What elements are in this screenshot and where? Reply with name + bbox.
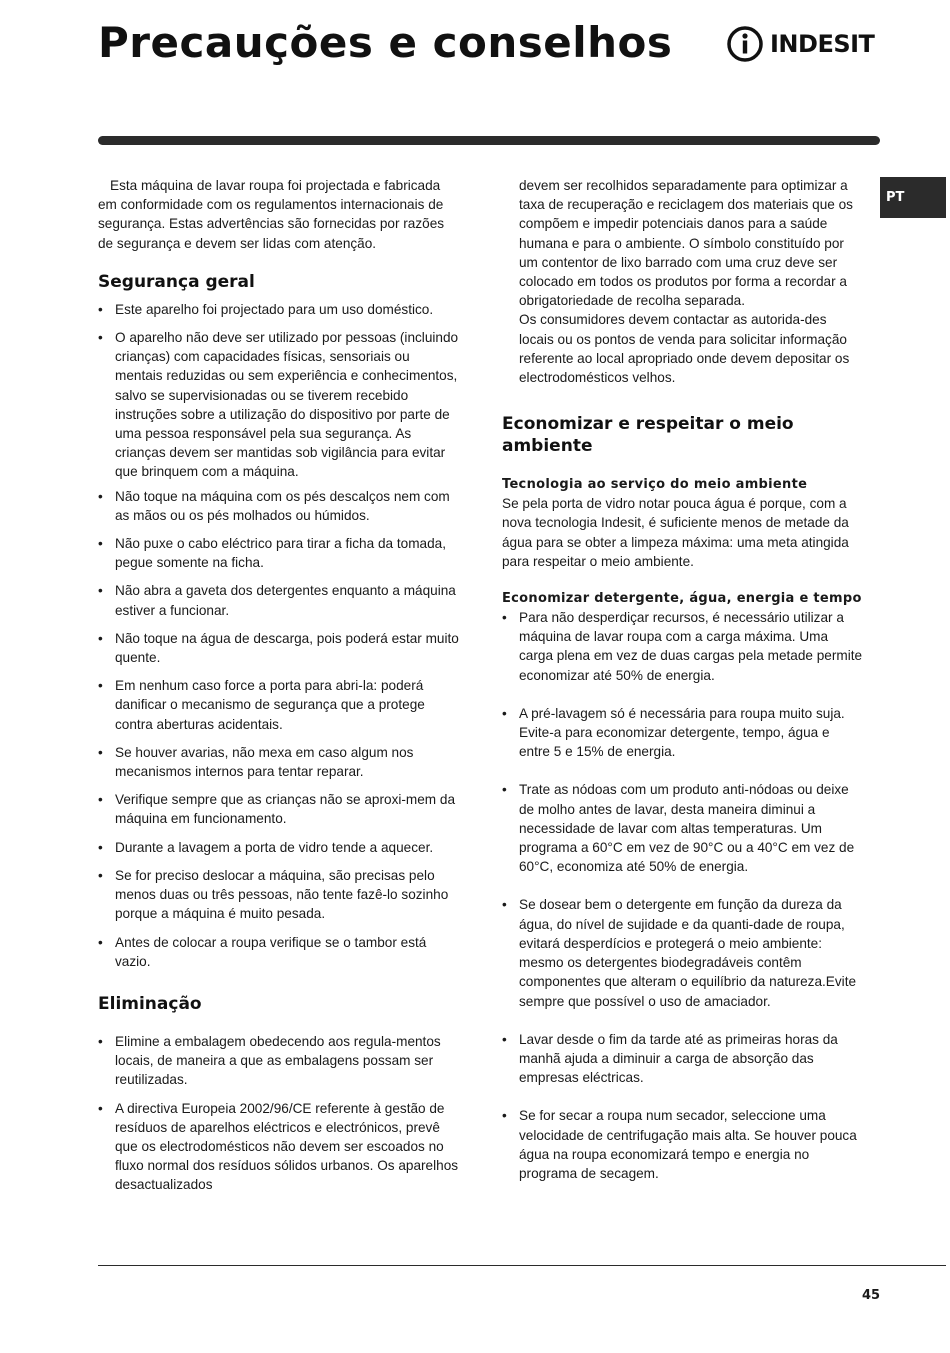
save-subheading: Economizar detergente, água, energia e tempo: [502, 591, 862, 607]
brand-wordmark: INDESIT: [770, 30, 875, 58]
list-item: • A directiva Europeia 2002/96/CE referente à gestão de resíduos de aparelhos eléctricos e electrónicos, prevê que os electrodomésticos não devem ser escoados no fluxo normal dos resíduos sólidos urbanos. Os aparelhos desactualizados: [98, 1100, 459, 1193]
save-list: [502, 608, 864, 1183]
disposal-heading: Eliminação: [98, 993, 202, 1014]
bullet-icon: •: [502, 610, 507, 626]
eco-heading: Economizar e respeitar o meio ambiente: [502, 414, 794, 457]
bullet-icon: •: [98, 867, 103, 883]
bullet-icon: •: [98, 301, 103, 317]
list-item: • Em nenhum caso force a porta para abri-la: poderá danificar o mecanismo de segurança que a protege contra aberturas acidentais.: [98, 678, 425, 732]
bullet-icon: •: [98, 1100, 103, 1116]
safety-list: [98, 300, 460, 971]
header-divider: [98, 136, 880, 145]
disposal-consumers-paragraph: Os consumidores devem contactar as autorida-des locais ou os pontos de venda para solicitar informação referente ao local apropriado onde devem depositar os electrodomésticos velhos.: [519, 312, 850, 386]
bullet-icon: •: [502, 705, 507, 721]
bullet-icon: •: [98, 583, 103, 599]
bullet-icon: •: [98, 678, 103, 694]
left-column: [98, 176, 460, 1195]
list-item: • Se for secar a roupa num secador, seleccione uma velocidade de centrifugação mais alta. Se houver pouca água na roupa economizará tempo e energia no programa de secagem.: [502, 1108, 857, 1181]
page-number: 45: [862, 1288, 881, 1303]
brand-logo: [726, 24, 874, 64]
right-column: [502, 176, 864, 1183]
bullet-icon: •: [502, 897, 507, 913]
bullet-icon: •: [98, 744, 103, 760]
bullet-icon: •: [502, 1031, 507, 1047]
tech-subheading: Tecnologia ao serviço do meio ambiente: [502, 477, 808, 493]
bullet-icon: •: [98, 536, 103, 552]
list-item: • Elimine a embalagem obedecendo aos regula-mentos locais, de maneira a que as embalagens possam ser reutilizadas.: [98, 1033, 441, 1088]
safety-heading: Segurança geral: [98, 271, 255, 292]
list-item: • Se houver avarias, não mexa em caso algum nos mecanismos internos para tentar reparar.: [98, 744, 414, 780]
bullet-icon: •: [98, 934, 103, 950]
list-item: • Não puxe o cabo eléctrico para tirar a ficha da tomada, pegue somente na ficha.: [98, 536, 446, 571]
bullet-icon: •: [502, 1108, 507, 1124]
list-item: • Antes de colocar a roupa verifique se o tambor está vazio.: [98, 934, 427, 969]
list-item: • Este aparelho foi projectado para um uso doméstico.: [98, 300, 460, 319]
page-title: Precauções e conselhos: [98, 18, 673, 67]
bullet-icon: •: [98, 839, 103, 855]
list-item: • Se dosear bem o detergente em função da dureza da água, do nível de sujidade e da quanti-dade de roupa, evitará desperdícios e protegerá o meio ambiente: mesmo os detergentes biodegradáveis contêm componentes que alteram o equilíbrio da natureza.Evite sempre que possível o uso de amaciador.: [502, 897, 857, 1009]
list-item: • Não toque na água de descarga, pois poderá estar muito quente.: [98, 630, 459, 666]
list-item: • Trate as nódoas com um produto anti-nódoas ou deixe de molho antes de lavar, desta maneira diminui a necessidade de lavar com altas temperaturas. Um programa a 60°C em vez de 90°C ou a 40°C em vez de 60°C, economiza até 50% de energia.: [502, 782, 855, 875]
indesit-logo-icon: [726, 25, 764, 63]
list-item: • Durante a lavagem a porta de vidro tende a aquecer.: [98, 838, 460, 857]
bullet-icon: •: [98, 792, 103, 808]
list-item: • Lavar desde o fim da tarde até as primeiras horas da manhã ajuda a diminuir a carga de absorção das empresas eléctricas.: [502, 1031, 838, 1086]
intro-paragraph: Esta máquina de lavar roupa foi projectada e fabricada em conformidade com os regulamentos internacionais de segurança. Estas advertências são fornecidas por razões de segurança e devem ser lidas com atenção.: [98, 178, 445, 251]
bullet-icon: •: [98, 1033, 103, 1049]
bullet-icon: •: [98, 630, 103, 646]
disposal-continued-paragraph: devem ser recolhidos separadamente para optimizar a taxa de recuperação e reciclagem dos materiais que os compõem e impedir potenciais danos para a saúde humana e para o ambiente. O símbolo constituído por um contentor de lixo barrado com uma cruz deve ser colocado em todos os produtos por forma a recordar a obrigatoriedade de recolha separada.: [519, 178, 853, 309]
list-item: • Verifique sempre que as crianças não se aproxi-mem da máquina em funcionamento.: [98, 792, 456, 827]
list-item: • O aparelho não deve ser utilizado por pessoas (incluindo crianças) com capacidades físicas, sensoriais ou mentais reduzidas ou sem experiência e conhecimentos, salvo se supervisionadas ou se tiverem recebido instruções sobre a utilização do dispositivo por parte de uma pessoa responsável pela sua segurança. As crianças devem ser mantidas sob vigilância para evitar que brinquem com a máquina.: [98, 330, 459, 480]
language-tab: PT: [880, 177, 946, 218]
list-item: • Se for preciso deslocar a máquina, são precisas pelo menos duas ou três pessoas, não tente fazê-lo sozinho porque a máquina é muito pesada.: [98, 867, 449, 922]
bullet-icon: •: [502, 782, 507, 798]
footer-divider: [98, 1265, 946, 1266]
disposal-list: [98, 1032, 460, 1195]
list-item: • Para não desperdiçar recursos, é necessário utilizar a máquina de lavar roupa com a carga máxima. Uma carga plena em vez de duas cargas pela metade permite economizar até 50% de energia.: [502, 610, 863, 683]
list-item: • Não abra a gaveta dos detergentes enquanto a máquina estiver a funcionar.: [98, 583, 456, 618]
list-item: • A pré-lavagem só é necessária para roupa muito suja. Evite-a para economizar detergente, tempo, água e entre 5 e 15% de energia.: [502, 705, 845, 760]
bullet-icon: •: [98, 488, 103, 504]
bullet-icon: •: [98, 330, 103, 346]
list-item: • Não toque na máquina com os pés descalços nem com as mãos ou os pés molhados ou húmidos.: [98, 488, 450, 523]
tech-paragraph: Se pela porta de vidro notar pouca água é porque, com a nova tecnologia Indesit, é suficiente menos de metade da água para se obter a limpeza máxima: uma meta atingida para respeitar o meio ambiente.: [502, 496, 849, 569]
